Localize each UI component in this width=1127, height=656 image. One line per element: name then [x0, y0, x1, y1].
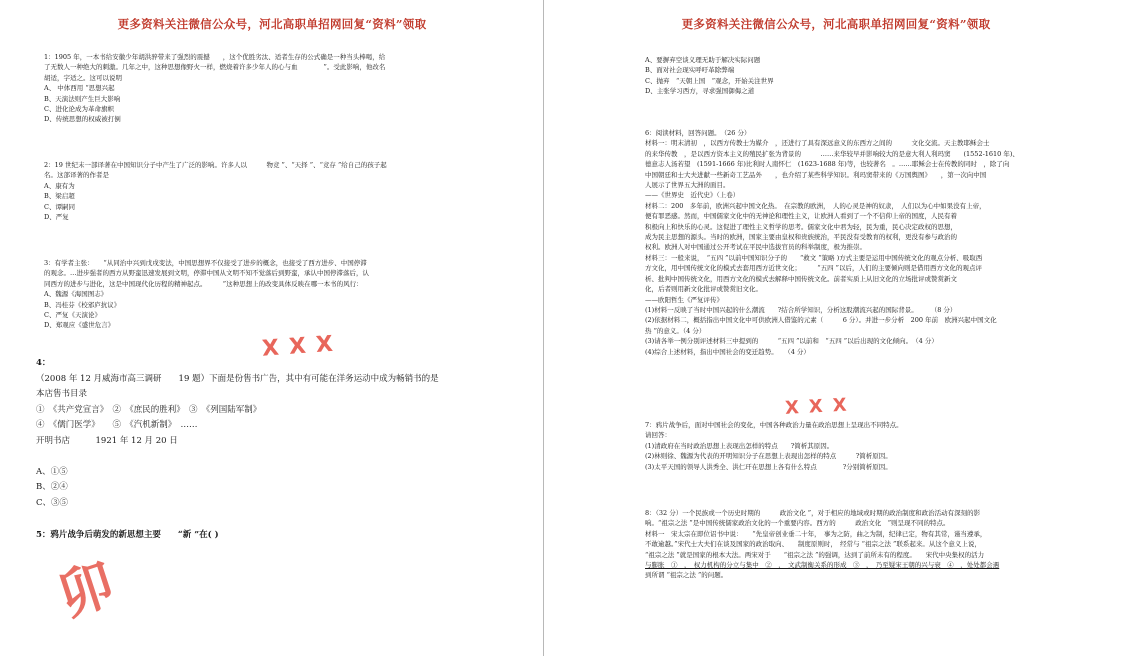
q4-line: （2008 年 12 月威海市高三调研 19 题）下面是份售书广告，其中有可能在洋务运动中成为畅销书的是: [36, 373, 439, 384]
q1-line: 胡适，字适之。这可以说明: [44, 73, 122, 82]
q1-option: A、 中体西用 “思想兴起: [44, 84, 115, 93]
q4-line: ④ 《儒门医学》 ⑤ 《汽机新制》 ……: [36, 420, 198, 430]
q6-line: 析、批判中国传统文化，用西方文化的模式去解释中国传统文化。前者实质上从旧文化的立场批评或赞赏新文: [645, 274, 957, 283]
q6-line: 人展示了世界五大洲的面目。: [645, 181, 730, 190]
q8-line: 与膨胀 ① ， 权力机构的分立与集中 ② ， 文武制衡关系的形成 ③ ， 乃至疑宋王朝的兴与衰 ④ ，处处都会遇: [645, 561, 1000, 570]
q2-option: A、康有为: [44, 181, 75, 190]
q6-line: 的来华传教 ，是以西方资本主义的殖民扩张为背景的 ……来华较早并影响较大的是意大利人利玛窦 (1552-1610 年)、: [645, 149, 1019, 158]
page-divider: [543, 0, 544, 656]
q5-option: C、抛弃 “天朝上国 ”观念，开始关注世界: [645, 76, 774, 85]
left-page: [0, 0, 544, 656]
question-4: [36, 356, 439, 511]
q6-line: 中国朝廷和士大夫进献一些新奇工艺品外 ，也介绍了某些科学知识。利玛窦带来的《万国舆图》 ，第一次向中国: [645, 170, 987, 179]
q4-option: C、③⑤: [36, 497, 69, 508]
right-page: [545, 0, 1127, 656]
q5-option: B、面对社会现实呼吁革除弊端: [645, 66, 735, 75]
q6-line: 德意志人汤若望 (1591-1666 年)比利时人南怀仁 (1623-1688 年)等，也较著名 。……耶稣会士在传教的同时 ，除了向: [645, 160, 1010, 169]
q1-line: 1：1905 年，一本书给安徽少年胡洪骍带来了强烈的震撼 ，这个优胜劣汰、适者生存的公式确是一种当头棒喝，给: [44, 53, 386, 61]
q6-line: ——《世界史 近代史》（上卷）: [645, 191, 740, 200]
q8-line: 响。“祖宗之法 ”是中国传统儒家政治文化的一个重要内容。西方的 政治文化 ”则呈现不同的特点。: [645, 519, 950, 528]
q6-subquestion: (2)依据材料二，概括指出中国文化中可供欧洲人借鉴的元素（ 6 分）。并进一步分析 200 年前 欧洲兴起中国文化: [645, 316, 997, 325]
q2-line: 名。这部译著的作者是: [44, 171, 109, 180]
q6-line: 材料三：一般来说， “五四 ”以前中国知识分子的 “救文 ”策略 )方式主要是运用中国传统文化的观点分析、吸取西: [645, 253, 983, 262]
question-5: 5：鸦片战争后萌发的新思想主要 “新 ”在( ): [36, 530, 219, 540]
q5-option: A、要摒弃空谈义理无助于解决实际问题: [645, 56, 761, 64]
q6-subquestion: 热 ”的意义。（4 分）: [645, 326, 706, 335]
q2-option: B、梁启超: [44, 192, 75, 201]
q7-subquestion: (3)太平天国的领导人洪秀全、洪仁玕在思想上各有什么特点 ?分别简析原因。: [645, 462, 892, 471]
q6-line: 积极向上和快乐的心灵。这促进了理性主义哲学的思考。儒家文化中君为轻，民为重，民心决定政权的思想，: [645, 222, 957, 231]
question-7: [645, 420, 903, 472]
q1-line: 了无数人一种绝大的刺激。几年之中，这种思想像野火一样，燃烧着许多少年人的心与血 ”。受此影响，他改名: [44, 63, 386, 72]
q1-option: D、传统思想的权威被打倒: [44, 115, 121, 124]
q6-line: 方文化，用中国传统文化的模式去套用西方近世文化； “五四 ”以后，人们的主要倾向则是借用西方文化的观点评: [645, 264, 982, 273]
q3-option: B、冯桂芬《校邠庐抗议》: [44, 300, 121, 309]
q4-number: 4：: [36, 358, 51, 368]
q6-line: 6：阅读材料，回答问题。 （26 分）: [645, 129, 751, 137]
q8-line: 到所谓 “祖宗之法 ”的问题。: [645, 571, 728, 580]
q8-line: 8：（32 分）一个民族或一个历史时期的 政治文化 ”，对于相应的地域或时期的政治制度和政治活动有深刻的影: [645, 509, 981, 517]
q3-option: D、郑观应《盛世危言》: [44, 321, 115, 330]
q4-spacer: [36, 449, 439, 465]
q3-line: 同西方的进步与进化，这是中国现代化历程的精神起点。 ”这种思想上的改变具体反映在哪一本书的风行：: [44, 279, 363, 288]
q1-option: B、天演法则产生巨大影响: [44, 94, 121, 103]
stamp-mark: XXX: [261, 331, 344, 362]
q6-subquestion: (1)材料一反映了当时中国兴起的什么潮流 ?结合所学知识，分析这股潮流兴起的国际背景。 （8 分）: [645, 305, 957, 314]
left-banner: 更多资料关注微信公众号，河北高职单招网回复“资料”领取: [117, 17, 427, 31]
q7-line: 请回答：: [645, 431, 671, 440]
q6-subquestion: (3)请各举一例分别评述材料三中提到的 “五四 ”以前和 “五四 ”以后出现的文化倾向。 （4 分）: [645, 337, 938, 346]
q3-line: 3：有学者主张： “从同治中兴到戊戌变法，中国思想界不仅接受了进步的概念，也接受了西方进步、中国停滞: [44, 259, 367, 267]
q6-line: 成为民主思想的源头。当时的欧洲，国家主要由皇权和贵族统治，平民没有受教育的权利，更没有参与政治的: [645, 233, 957, 242]
right-banner: 更多资料关注微信公众号，河北高职单招网回复“资料”领取: [681, 17, 991, 31]
q4-line: 本店售书目录: [36, 389, 88, 399]
q6-line: 权利。欧洲人对中国通过公开考试在平民中选拔官员的科举制度，极为推崇。: [645, 243, 866, 252]
q5-option: D、主张学习西方，寻求强国御侮之道: [645, 87, 755, 96]
q3-option: C、严复《天演论》: [44, 311, 101, 320]
stamp-mark: XXX: [784, 394, 858, 419]
q1-option: C、进化论成为革命旗帜: [44, 105, 114, 114]
q6-line: 化，后者则用新文化批评或赞赏旧文化。: [645, 285, 762, 294]
q6-line: 材料二：200 多年前，欧洲兴起中国文化热。 在宗教的欧洲， 人的心灵是神的奴隶， 人们以为心中如果没有上帝，: [645, 201, 986, 210]
q8-line: 材料一 宋太宗在即位诏书中说： “先皇帝创业垂二十年， 事为之防，曲之为制，纪律已定，物有其常，谨当遵承，: [645, 529, 987, 538]
q3-line: 的观念。…进步强者的西方从野蛮迅速发展到文明，停滞中国从文明不知不觉落后到野蛮，承认中国停滞落后，认: [44, 269, 369, 278]
q2-line: 2：19 世纪末一部译著在中国知识分子中产生了广泛的影响。许多人以 物竞 ”、“天择 ”、“竞存 ”给自己的孩子起: [44, 161, 387, 169]
question-6: [645, 128, 1019, 357]
q6-subquestion: (4)综合上述材料，指出中国社会的变迁趋势。 （4 分）: [645, 347, 810, 356]
q6-line: ——欧阳哲生《严复评传》: [645, 295, 723, 304]
q4-line: ① 《共产党宣言》 ② 《庶民的胜利》 ③ 《列国陆军制》: [36, 404, 262, 415]
stamp-mark: 卯: [50, 552, 122, 629]
q4-option: B、②④: [36, 482, 68, 492]
question-1: [44, 52, 385, 125]
q7-subquestion: (2)林则徐、魏源为代表的开明知识分子在思想上表现出怎样的特点 ?简析原因。: [645, 452, 892, 461]
q7-subquestion: (1)清政府在当时政治思想上表现出怎样的特点 ?简析其原因。: [645, 441, 834, 450]
q8-line: “祖宗之法 ”就是国家的根本大法。两宋对于 “祖宗之法 ”的强调，达到了前所未有的程度。 宋代中央集权的活力: [645, 550, 985, 559]
q7-line: 7：鸦片战争后，面对中国社会的变化，中国各种政治力量在政治思想上呈现出不同特点。: [645, 421, 903, 429]
q3-option: A、魏源《海国图志》: [44, 290, 108, 299]
question-2: [44, 160, 387, 222]
q2-option: D、严复: [44, 213, 69, 222]
q6-line: 材料一：明末清初 ，以西方传教士为媒介 ，还进行了具有深远意义的东西方之间的 文化交流。天主教耶稣会士: [645, 139, 990, 148]
question-5-options: [645, 55, 774, 97]
q2-option: C、谭嗣同: [44, 202, 75, 211]
q6-line: 便有罪恶感。然而，中国儒家文化中的无神论和理性主义，让欧洲人看到了一个不信仰上帝的国度，人民有着: [645, 212, 957, 221]
q4-line: 开明书店 1921 年 12 月 20 日: [36, 435, 178, 446]
question-8: [645, 508, 999, 581]
q4-option: A、①⑤: [36, 466, 68, 477]
q8-line: 不敢逾越。”宋代士大夫们在谈及国家的政治取向、 制度原则时， 经常与 “祖宗之法 ”联系起来。从这个意义上说，: [645, 540, 981, 549]
question-3: [44, 258, 369, 331]
